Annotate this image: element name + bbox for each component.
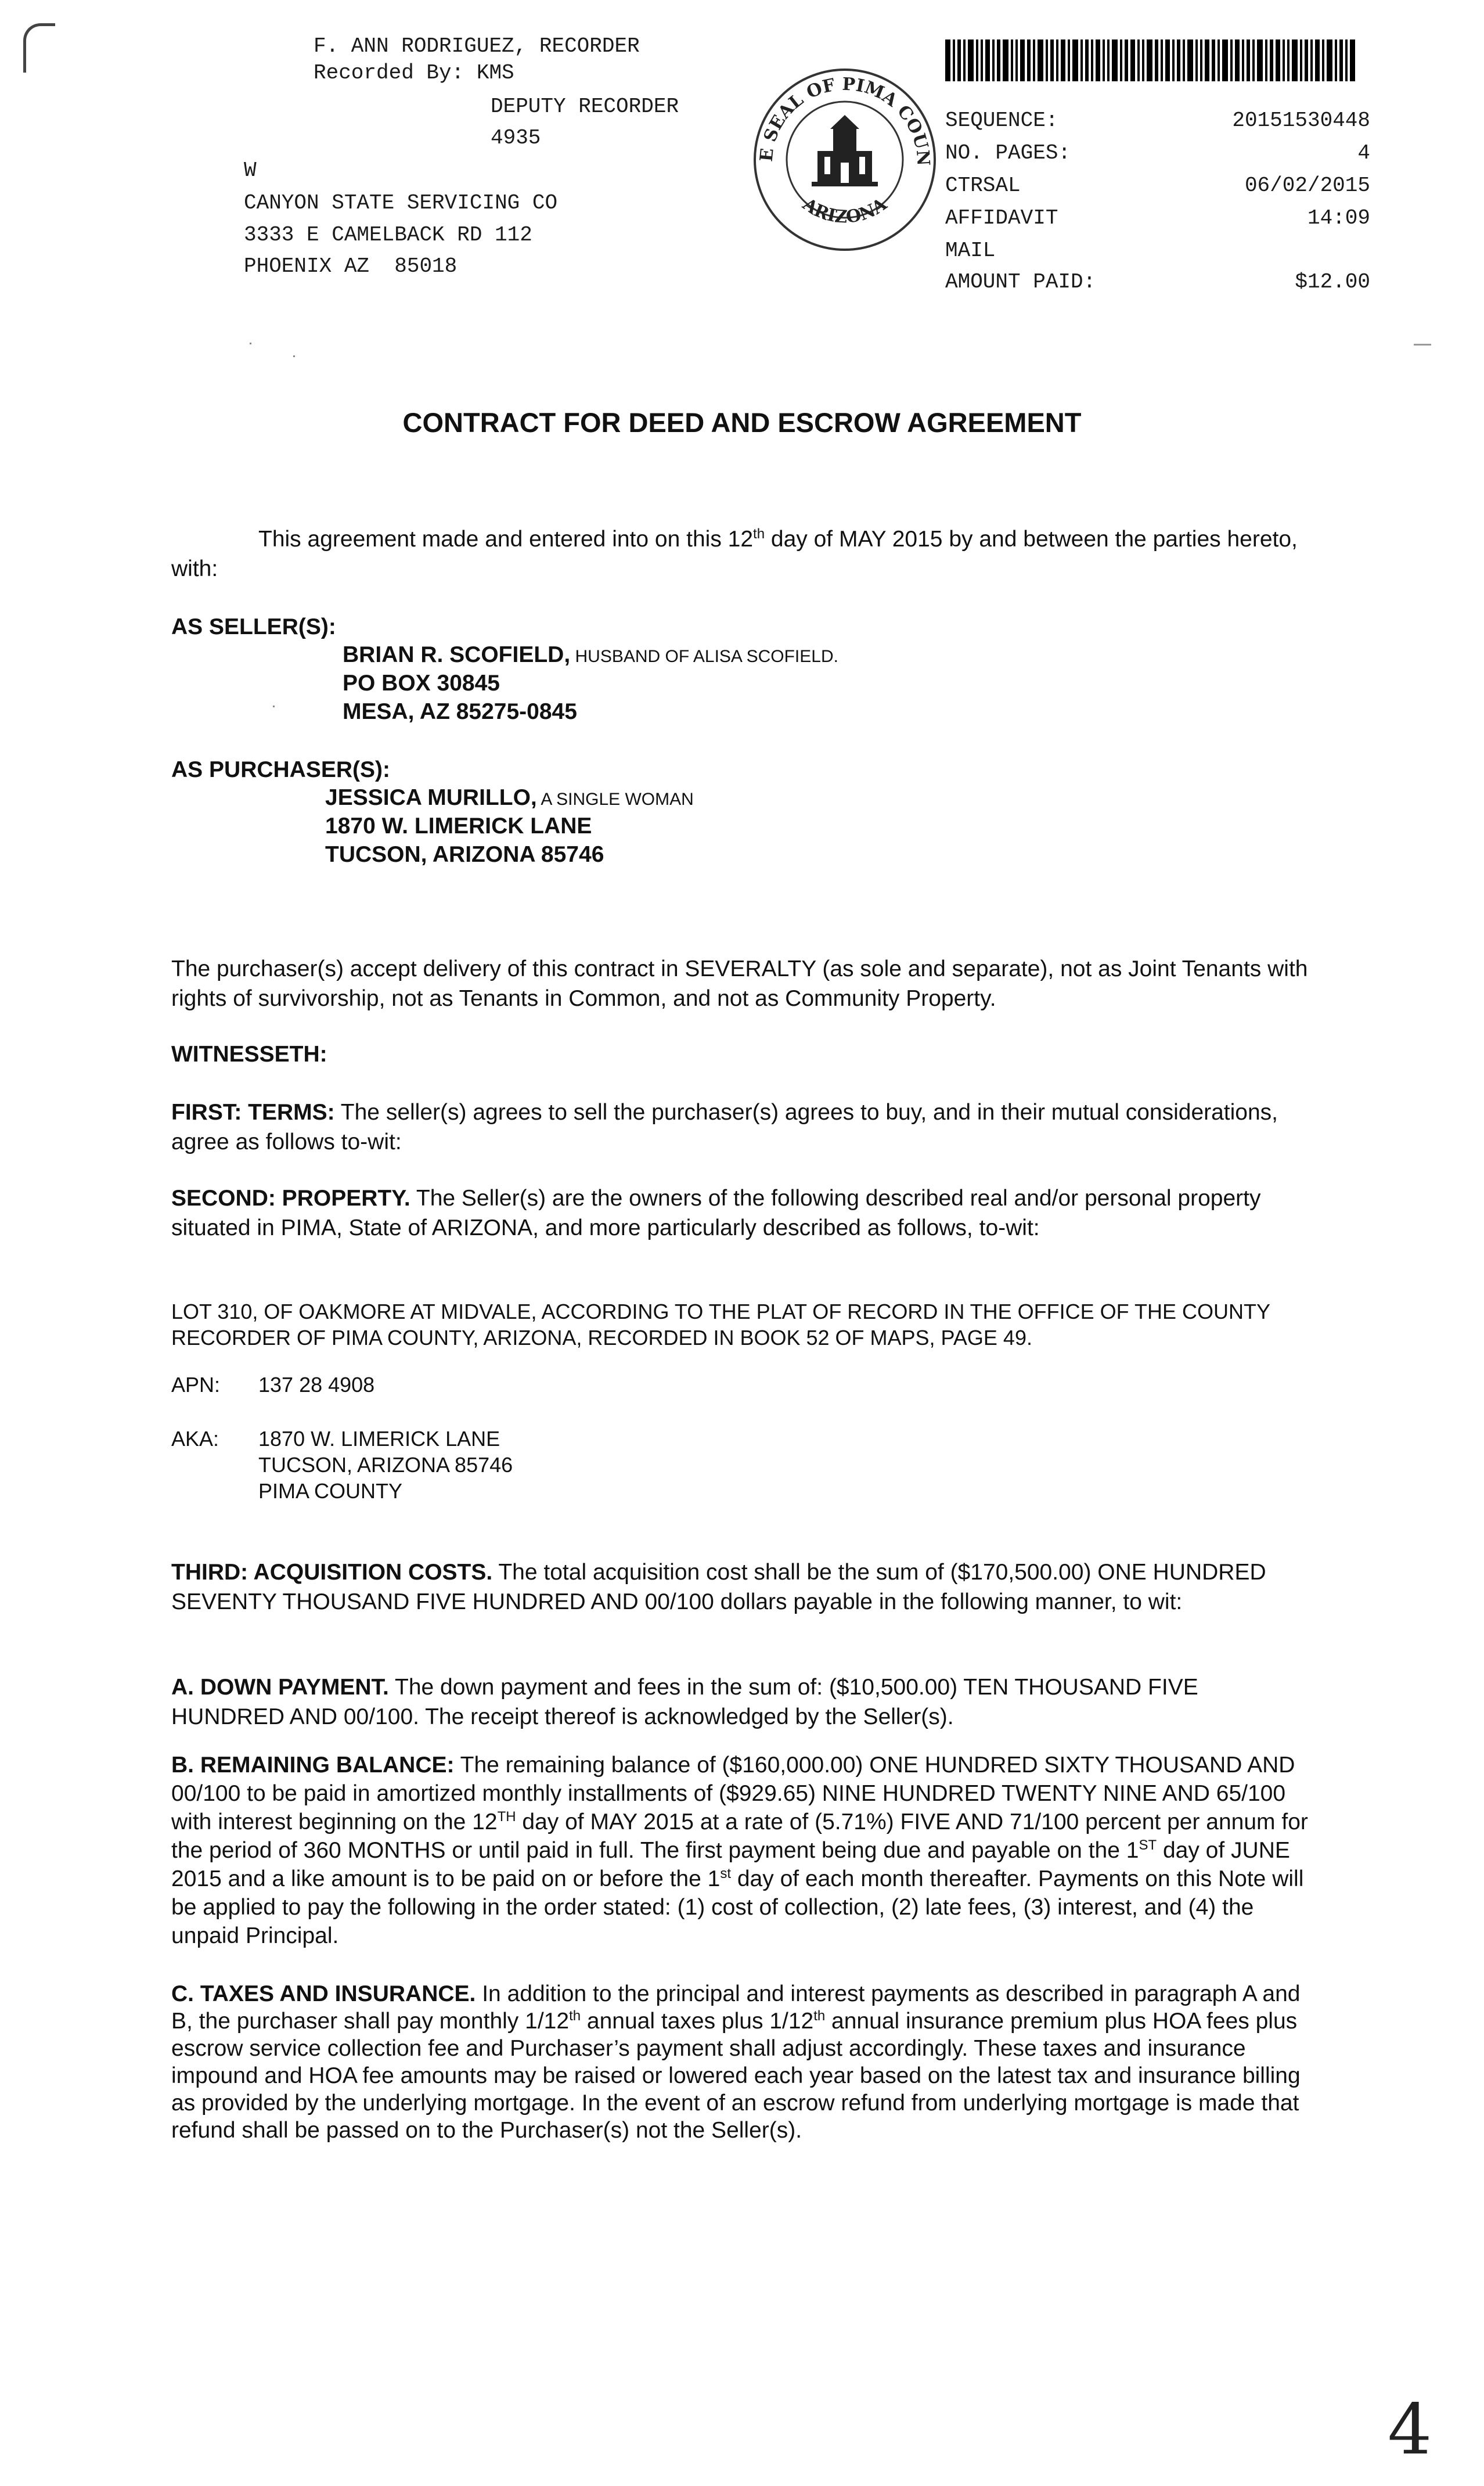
- severalty-paragraph: The purchaser(s) accept delivery of this contract in SEVERALTY (as sole and separate), not as Joint Tenants with rights of survivorship, not as Tenants in Common, and not as Community Property.: [171, 956, 1308, 1011]
- affidavit-label: AFFIDAVIT: [945, 206, 1058, 230]
- ctrsal-label: CTRSAL: [945, 174, 1021, 197]
- intro-paragraph: This agreement made and entered into on this 12th day of MAY 2015 by and between the parties hereto, with:: [171, 526, 1298, 581]
- aka-line-3: PIMA COUNTY: [258, 1479, 403, 1503]
- seal-bottom-text: ARIZONA: [799, 194, 891, 228]
- aka-line-2: TUCSON, ARIZONA 85746: [258, 1453, 513, 1477]
- corner-mark: [23, 23, 55, 73]
- recording-barcode: [945, 39, 1395, 81]
- recorder-name: F. ANN RODRIGUEZ, RECORDER: [314, 34, 640, 58]
- seller-address-2: MESA, AZ 85275-0845: [343, 699, 577, 724]
- third-acquisition-paragraph: THIRD: ACQUISITION COSTS. The total acquisition cost shall be the sum of ($170,500.00) ONE HUNDRED SEVENTY THOUSAND FIVE HUNDRED AND 00/100 dollars payable in the following manner, to wit:: [171, 1560, 1266, 1614]
- second-property-paragraph: SECOND: PROPERTY. The Seller(s) are the owners of the following described real and/or personal property situated in PIMA, State of ARIZONA, and more particularly described as follows, to-wit:: [171, 1186, 1261, 1240]
- sequence-value: 20151530448: [1232, 109, 1370, 132]
- aka-label: AKA:: [171, 1427, 219, 1451]
- pima-county-seal: [749, 64, 941, 256]
- down-payment-paragraph: A. DOWN PAYMENT. The down payment and fees in the sum of: ($10,500.00) TEN THOUSAND FIVE HUNDRED AND 00/100. The receipt thereof is acknowledged by the Seller(s).: [171, 1675, 1198, 1729]
- deputy-recorder: DEPUTY RECORDER: [491, 95, 679, 118]
- sequence-label: SEQUENCE:: [945, 109, 1058, 132]
- document-title: CONTRACT FOR DEED AND ESCROW AGREEMENT: [402, 407, 1082, 438]
- return-to-line-1: CANYON STATE SERVICING CO: [244, 191, 558, 215]
- scan-speck: [293, 355, 295, 357]
- recording-date: 06/02/2015: [1244, 174, 1370, 197]
- scan-speck: [273, 706, 275, 707]
- seller-name: BRIAN R. SCOFIELD, HUSBAND OF ALISA SCOFIELD.: [343, 642, 838, 667]
- witnesseth-heading: WITNESSETH:: [171, 1042, 327, 1067]
- recording-time: 14:09: [1307, 206, 1370, 230]
- taxes-insurance-paragraph: C. TAXES AND INSURANCE. In addition to the principal and interest payments as described in paragraph A and B, the purchaser shall pay monthly 1/12th annual taxes plus 1/12th annual insurance premium plus HOA fees plus escrow service collection fee and Purchaser’s payment shall adjust accordingly. These taxes and insurance impound and HOA fee amounts may be raised or lowered each year based on the latest tax and insurance billing as provided by the underlying mortgage. In the event of an escrow refund from underlying mortgage is made that refund shall be passed on to the Purchaser(s) not the Seller(s).: [171, 1981, 1301, 2143]
- amount-paid-value: $12.00: [1295, 270, 1370, 294]
- amount-paid-label: AMOUNT PAID:: [945, 270, 1096, 294]
- page-number: 4: [1388, 2390, 1432, 2470]
- legal-description: LOT 310, OF OAKMORE AT MIDVALE, ACCORDING TO THE PLAT OF RECORD IN THE OFFICE OF THE COUNTY RECORDER OF PIMA COUNTY, ARIZONA, RECORDED IN BOOK 52 OF MAPS, PAGE 49.: [171, 1300, 1270, 1350]
- w-mark: W: [244, 159, 257, 182]
- apn-label: APN:: [171, 1373, 221, 1397]
- purchaser-heading: AS PURCHASER(S):: [171, 757, 391, 782]
- first-terms-paragraph: FIRST: TERMS: The seller(s) agrees to sell the purchaser(s) agrees to buy, and in their mutual considerations, agree as follows to-wit:: [171, 1100, 1278, 1154]
- scan-speck: [250, 343, 251, 344]
- aka-line-1: 1870 W. LIMERICK LANE: [258, 1427, 500, 1451]
- apn-value: 137 28 4908: [258, 1373, 375, 1397]
- mail-label: MAIL: [945, 239, 996, 262]
- svg-text:ARIZONA: [798, 194, 891, 228]
- recorded-by: Recorded By: KMS: [314, 61, 514, 85]
- seller-heading: AS SELLER(S):: [171, 614, 336, 639]
- return-to-line-3: PHOENIX AZ 85018: [244, 254, 458, 278]
- seal-top-text: E SEAL OF PIMA COUN: [756, 74, 934, 167]
- purchaser-address-2: TUCSON, ARIZONA 85746: [325, 842, 604, 867]
- return-to-line-2: 3333 E CAMELBACK RD 112: [244, 223, 532, 247]
- deputy-number: 4935: [491, 126, 541, 150]
- seller-address-1: PO BOX 30845: [343, 671, 500, 696]
- purchaser-address-1: 1870 W. LIMERICK LANE: [325, 814, 592, 839]
- purchaser-name: JESSICA MURILLO, A SINGLE WOMAN: [325, 785, 694, 810]
- pages-value: 4: [1357, 141, 1370, 165]
- remaining-balance-paragraph: B. REMAINING BALANCE: The remaining balance of ($160,000.00) ONE HUNDRED SIXTY THOUSAND AND 00/100 to be paid in amortized monthly installments of ($929.65) NINE HUNDRED TWENTY NINE AND 65/100 with interest beginning on the 12TH day of MAY 2015 at a rate of (5.71%) FIVE AND 71/100 percent per annum for the period of 360 MONTHS or until paid in full. The first payment being due and payable on the 1ST day of JUNE 2015 and a like amount is to be paid on or before the 1st day of each month thereafter. Payments on this Note will be applied to pay the following in the order stated: (1) cost of collection, (2) late fees, (3) interest, and (4) the unpaid Principal.: [171, 1753, 1308, 1948]
- scan-dash: [1414, 344, 1431, 346]
- courthouse-icon: [812, 115, 878, 186]
- pages-label: NO. PAGES:: [945, 141, 1071, 165]
